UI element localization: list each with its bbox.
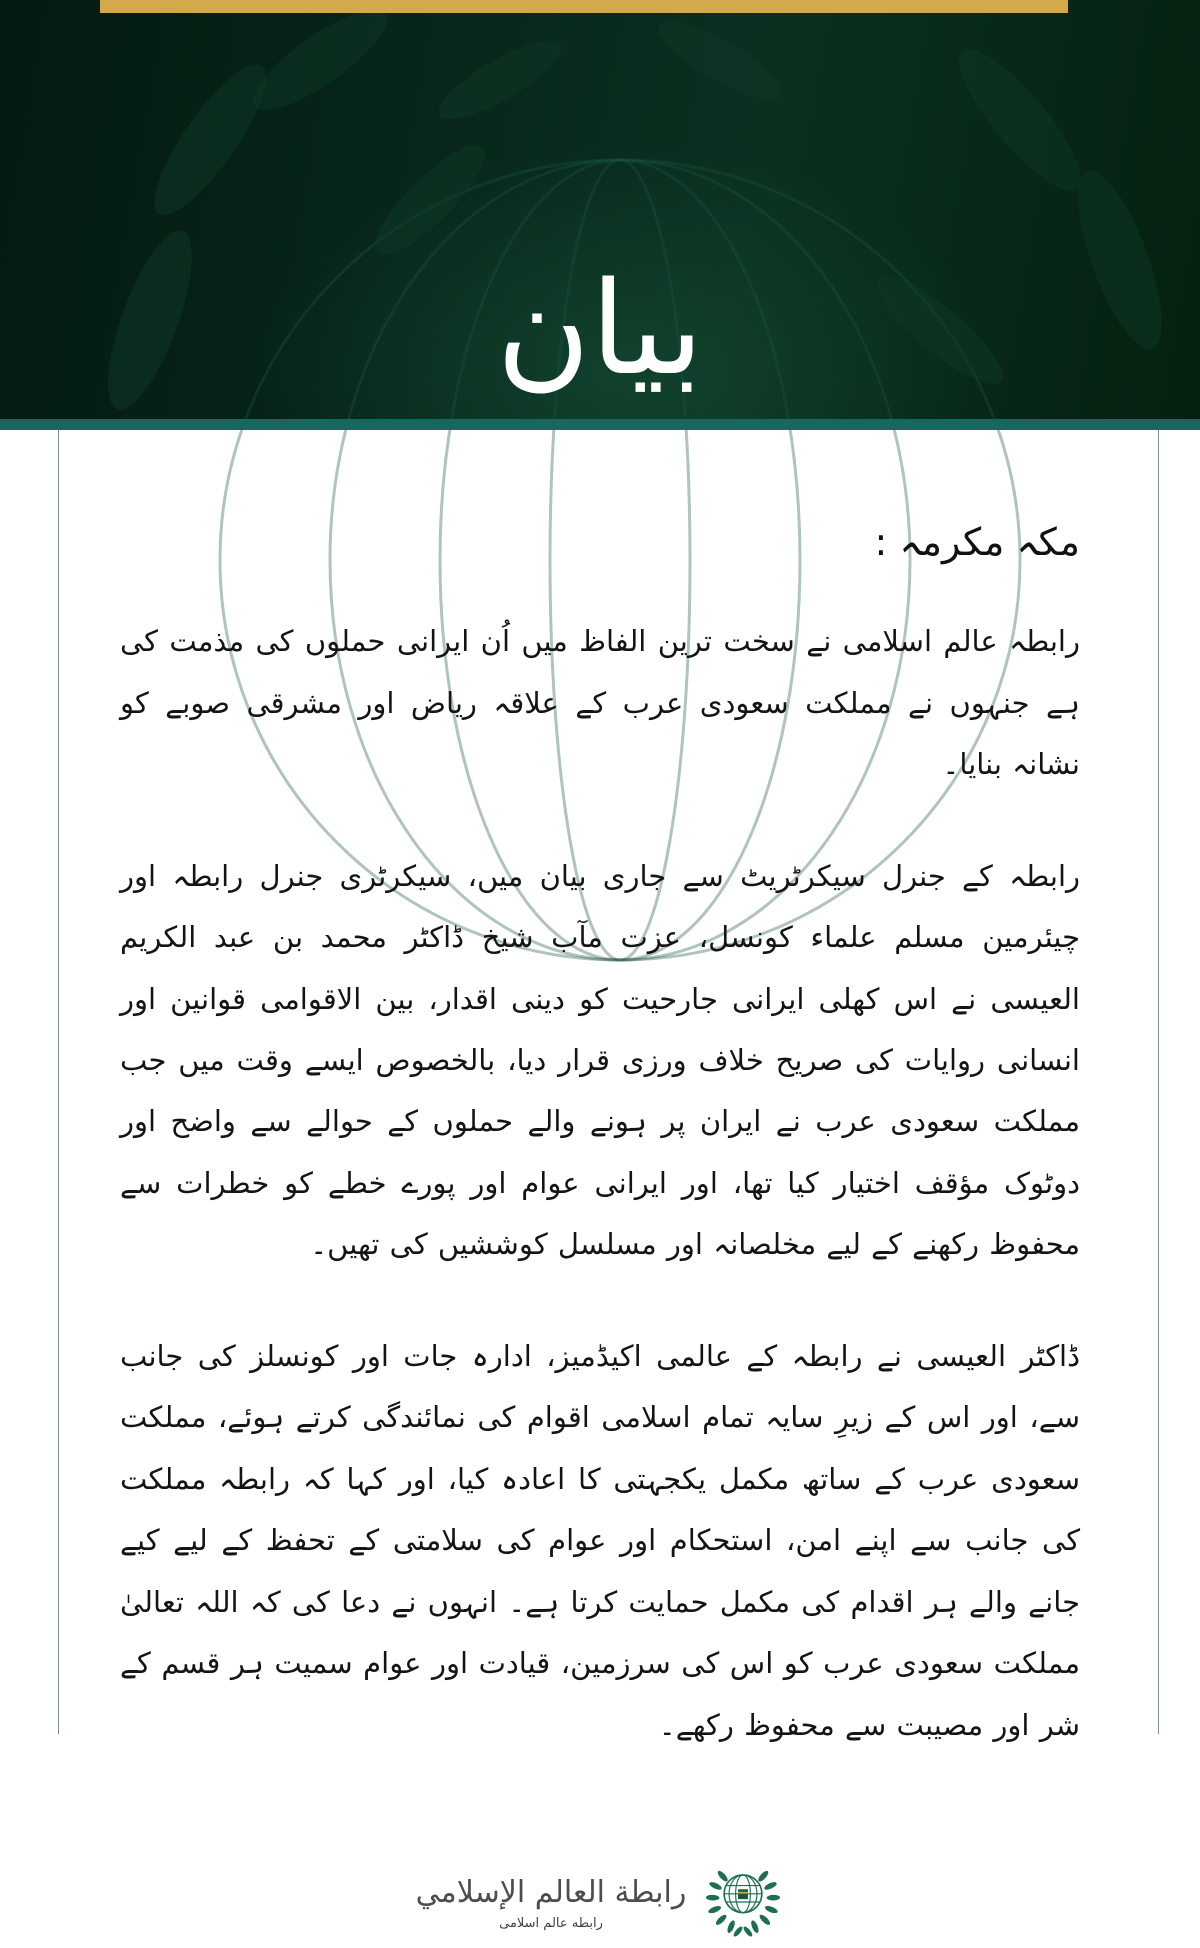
mwl-logo [120, 1856, 1080, 1948]
header-banner [0, 0, 1200, 419]
statement-paragraph: رابطہ عالم اسلامی نے سخت ترین الفاظ میں اُن ایرانی حملوں کی مذمت کی ہے جنہوں نے مملکت سعودی عرب کے علاقہ ریاض اور مشرقی صوبے کو نشانہ بنایا۔ [120, 624, 1080, 782]
laurel-wreath [706, 1869, 780, 1938]
gold-accent-bar [100, 0, 1068, 13]
statement-title: بیان [496, 255, 704, 405]
statement-paragraph: رابطہ کے جنرل سیکرٹریٹ سے جاری بیان میں، سیکرٹری جنرل رابطہ اور چیئرمین مسلم علماء کونسل، عزت مآب شیخ ڈاکٹر محمد بن عبد الکریم العیسی نے اس کھلی ایرانی جارحیت کو دینی اقدار، بین الاقوامی قوانین اور انسانی روایات کی صریح خلاف ورزی قرار دیا، بالخصوص ایسے وقت میں جب مملکت سعودی عرب نے ایران پر ہونے والے حملوں کے حوالے سے واضح اور دوٹوک مؤقف اختیار کیا تھا، اور ایرانی عوام اور پورے خطے کو خطرات سے محفوظ رکھنے کے لیے مخلصانہ اور مسلسل کوششیں کی تھیں۔ [120, 858, 1080, 1262]
statement-body [0, 430, 1200, 1948]
mwl-emblem-icon [702, 1856, 784, 1948]
teal-divider [0, 419, 1200, 430]
logo-calligraphy [416, 1873, 687, 1931]
kaaba-icon [738, 1889, 748, 1899]
logo-arabic-text: رابطة العالم الإسلامي [415, 1875, 687, 1911]
logo-urdu-text: رابطه عالم اسلامی [499, 1916, 603, 1932]
city-heading: مکہ مکرمہ : [874, 520, 1080, 564]
statement-paragraph: ڈاکٹر العیسی نے رابطہ کے عالمی اکیڈمیز، ادارہ جات اور کونسلز کی جانب سے، اور اس کے زیرِ سایہ تمام اسلامی اقوام کی نمائندگی کرتے ہوئے، مملکت سعودی عرب کے ساتھ مکمل یکجہتی کا اعادہ کیا، اور کہا کہ رابطہ مملکت کی جانب سے اپنے امن، استحکام اور عوام کی سلامتی کے تحفظ کے لیے کیے جانے والے ہر اقدام کی مکمل حمایت کرتا ہے۔ انہوں نے دعا کی کہ اللہ تعالیٰ مملکت سعودی عرب کو اس کی سرزمین، قیادت اور عوام سمیت ہر قسم کے شر اور مصیبت سے محفوظ رکھے۔ [120, 1338, 1080, 1742]
